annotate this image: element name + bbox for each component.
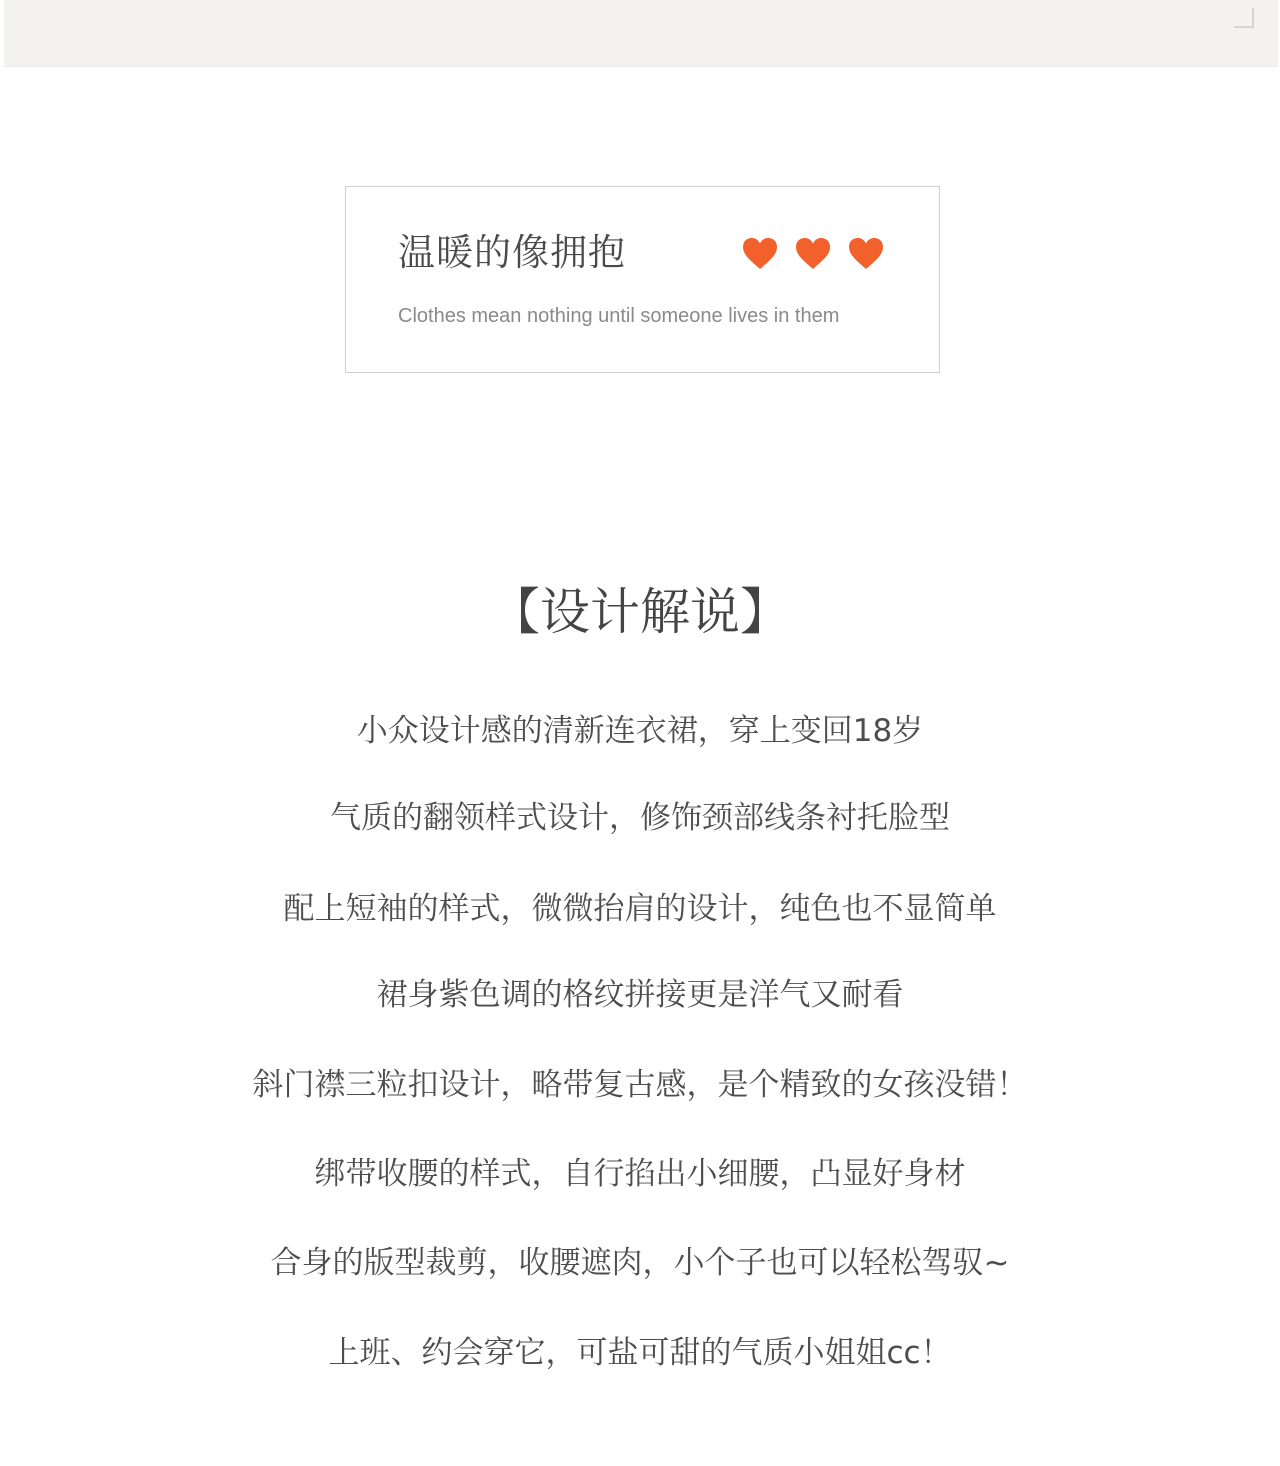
top-banner-strip — [4, 0, 1278, 67]
description-line: 配上短袖的样式，微微抬肩的设计，纯色也不显简单 — [283, 891, 997, 927]
heart-icon — [795, 237, 831, 271]
section-title: 【设计解说】 — [490, 583, 790, 641]
hearts-row — [742, 237, 884, 271]
description-line: 小众设计感的清新连衣裙，穿上变回18岁 — [356, 713, 924, 749]
description-line: 上班、约会穿它，可盐可甜的气质小姐姐cc！ — [328, 1335, 952, 1371]
intro-card — [345, 186, 940, 373]
corner-mark-icon — [1234, 8, 1254, 28]
card-title: 温暖的像拥抱 — [398, 231, 626, 274]
description-line: 裙身紫色调的格纹拼接更是洋气又耐看 — [376, 977, 904, 1013]
heart-icon — [848, 237, 884, 271]
description-line: 斜门襟三粒扣设计，略带复古感，是个精致的女孩没错！ — [252, 1067, 1028, 1103]
description-line: 合身的版型裁剪，收腰遮肉，小个子也可以轻松驾驭~ — [270, 1245, 1010, 1281]
card-subtitle: Clothes mean nothing until someone lives in them — [398, 305, 840, 327]
heart-icon — [742, 237, 778, 271]
description-line: 气质的翻领样式设计，修饰颈部线条衬托脸型 — [330, 800, 950, 836]
description-line: 绑带收腰的样式，自行掐出小细腰，凸显好身材 — [314, 1156, 966, 1192]
